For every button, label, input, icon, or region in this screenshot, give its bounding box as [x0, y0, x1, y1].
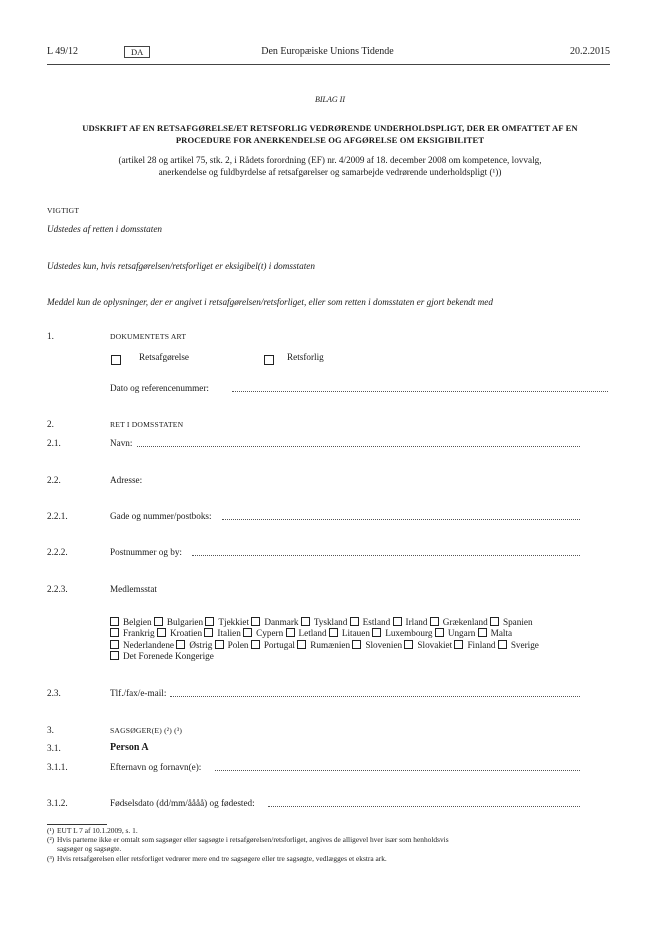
member-state-checkbox[interactable]: [435, 628, 444, 637]
member-state-label: Grækenland: [442, 617, 488, 627]
member-state-checkbox[interactable]: [110, 628, 119, 637]
section-3-number: 3.: [47, 725, 54, 735]
member-state-option-rumænien[interactable]: [297, 640, 350, 650]
date-ref-label: Dato og referencenummer:: [110, 383, 209, 393]
member-state-checkbox[interactable]: [243, 628, 252, 637]
publication-date: 20.2.2015: [570, 46, 610, 57]
member-state-checkbox[interactable]: [372, 628, 381, 637]
member-state-option-tjekkiet[interactable]: [205, 617, 249, 627]
field-2-2-2-label: Postnummer og by:: [110, 547, 182, 557]
option-label-retsafgorelse: Retsafgørelse: [139, 352, 190, 362]
footnote-2-mark: (²): [47, 835, 55, 844]
member-state-option-nederlandene[interactable]: [110, 640, 174, 650]
surname-forename-field[interactable]: [215, 770, 580, 771]
subtitle-line-2: anerkendelse og fuldbyrdelse af retsafgørelser og samarbejde vedrørende underholdspligt (¹)): [158, 167, 502, 177]
page-reference: L 49/12: [47, 46, 79, 57]
footnote-1-mark: (¹): [47, 826, 55, 835]
footnote-2-continuation: sagsøger og sagsøgte.: [57, 843, 122, 853]
member-state-option-det-forenede-kongerige[interactable]: [110, 651, 214, 661]
checkbox-retsforlig[interactable]: [264, 355, 274, 365]
title-line-1: UDSKRIFT AF EN RETSAFGØRELSE/ET RETSFORLIG VEDRØRENDE UNDERHOLDSPLIGT, DER ER OMFATTET AF EN: [82, 123, 578, 133]
member-state-checkbox[interactable]: [154, 617, 163, 626]
member-state-option-spanien[interactable]: [490, 617, 533, 627]
member-state-option-østrig[interactable]: [176, 640, 212, 650]
member-state-checkbox[interactable]: [454, 640, 463, 649]
member-state-checkbox[interactable]: [205, 617, 214, 626]
checkbox-retsafgorelse[interactable]: [111, 355, 121, 365]
member-state-option-irland[interactable]: [393, 617, 428, 627]
member-state-label: Nederlandene: [123, 639, 175, 650]
footnote-1-text: EUT L 7 af 10.1.2009, s. 1.: [57, 826, 138, 835]
member-state-label: Cypern: [256, 628, 284, 639]
field-2-2-3-number: 2.2.3.: [47, 584, 68, 594]
member-state-option-estland[interactable]: [350, 617, 391, 627]
member-state-option-cypern[interactable]: [243, 628, 283, 638]
member-state-checkbox[interactable]: [157, 628, 166, 637]
member-state-option-slovakiet[interactable]: [404, 640, 452, 650]
member-state-label: Italien: [217, 628, 241, 639]
important-note-1: Udstedes af retten i domsstaten: [47, 224, 163, 234]
member-state-checkbox[interactable]: [297, 640, 306, 649]
member-state-label: Det Forenede Kongerige: [123, 650, 214, 661]
member-state-checkbox[interactable]: [251, 640, 260, 649]
member-state-label: Slovenien: [365, 639, 403, 650]
section-1-number: 1.: [47, 331, 54, 341]
person-a-number: 3.1.: [47, 743, 61, 753]
member-state-label: Tyskland: [313, 617, 348, 627]
member-state-option-tyskland[interactable]: [301, 617, 348, 627]
footnote-3-text: Hvis retsafgørelsen eller retsforliget vedrører mere end tre sagsøgere eller tre sagsøgte, vedlægges et ekstra ark.: [57, 854, 387, 863]
field-3-1-1-number: 3.1.1.: [47, 762, 68, 772]
member-state-option-belgien[interactable]: [110, 617, 152, 627]
member-state-checkbox[interactable]: [490, 617, 499, 626]
member-state-option-grækenland[interactable]: [430, 617, 488, 627]
important-note-2: Udstedes kun, hvis retsafgørelsen/retsforliget er eksigibel(t) i domsstaten: [47, 261, 315, 271]
member-state-option-ungarn[interactable]: [435, 628, 476, 638]
field-3-1-2-label: Fødselsdato (dd/mm/åååå) og fødested:: [110, 798, 255, 808]
member-state-checkbox[interactable]: [251, 617, 260, 626]
member-state-option-malta[interactable]: [478, 628, 512, 638]
member-state-label: Letland: [298, 628, 327, 639]
member-state-label: Spanien: [502, 617, 533, 627]
member-state-checkbox[interactable]: [110, 617, 119, 626]
field-2-2-2-number: 2.2.2.: [47, 547, 68, 557]
member-state-option-frankrig[interactable]: [110, 628, 155, 638]
member-state-label: Finland: [467, 639, 496, 650]
field-2-2-number: 2.2.: [47, 475, 61, 485]
member-state-list: [110, 617, 590, 662]
field-2-2-3-label: Medlemsstat: [110, 584, 157, 594]
member-state-option-slovenien[interactable]: [352, 640, 402, 650]
member-state-checkbox[interactable]: [215, 640, 224, 649]
member-state-label: Belgien: [123, 617, 152, 627]
member-state-option-portugal[interactable]: [251, 640, 295, 650]
footnote-2: [47, 836, 587, 853]
section-2-number: 2.: [47, 419, 54, 429]
birth-date-place-field[interactable]: [268, 806, 580, 807]
member-state-option-litauen[interactable]: [329, 628, 370, 638]
journal-title: Den Europæiske Unions Tidende: [261, 46, 394, 57]
member-state-label: Litauen: [341, 628, 370, 639]
field-2-3-label: Tlf./fax/e-mail:: [110, 688, 167, 698]
field-2-2-label: Adresse:: [110, 475, 143, 485]
date-ref-field[interactable]: [232, 391, 608, 392]
field-2-2-1-number: 2.2.1.: [47, 511, 68, 521]
member-state-label: Portugal: [263, 639, 295, 650]
member-state-label: Østrig: [189, 639, 213, 650]
member-state-option-kroatien[interactable]: [157, 628, 202, 638]
contact-field[interactable]: [170, 696, 580, 697]
court-name-field[interactable]: [137, 446, 580, 447]
field-3-1-1-label: Efternavn og fornavn(e):: [110, 762, 202, 772]
member-state-checkbox[interactable]: [393, 617, 402, 626]
section-2-heading: RET I DOMSSTATEN: [110, 420, 184, 429]
member-state-checkbox[interactable]: [110, 640, 119, 649]
member-state-checkbox[interactable]: [404, 640, 413, 649]
member-state-label: Slovakiet: [417, 639, 453, 650]
header-rule: [47, 64, 610, 65]
member-state-option-sverige[interactable]: [498, 640, 539, 650]
language-badge: DA: [124, 46, 150, 58]
footnote-rule: [47, 824, 107, 825]
member-state-label: Bulgarien: [166, 617, 204, 627]
footnote-3: [47, 855, 587, 864]
field-3-1-2-number: 3.1.2.: [47, 798, 68, 808]
field-2-1-label: Navn:: [110, 438, 133, 448]
title-line-2: PROCEDURE FOR ANERKENDELSE OG AFGØRELSE OM EKSIGIBILITET: [175, 135, 485, 145]
member-state-label: Rumænien: [310, 639, 351, 650]
member-state-label: Sverige: [510, 639, 539, 650]
member-state-checkbox[interactable]: [204, 628, 213, 637]
member-state-option-luxembourg[interactable]: [372, 628, 432, 638]
member-state-option-danmark[interactable]: [251, 617, 298, 627]
street-field[interactable]: [222, 519, 580, 520]
member-state-checkbox[interactable]: [498, 640, 507, 649]
member-state-label: Irland: [405, 617, 428, 627]
person-a-heading: Person A: [110, 742, 149, 753]
member-state-checkbox[interactable]: [176, 640, 185, 649]
important-note-3: Meddel kun de oplysninger, der er angivet i retsafgørelsen/retsforliget, eller som retten i domsstaten er gjort bekendt med: [47, 297, 493, 307]
field-2-3-number: 2.3.: [47, 688, 61, 698]
member-state-option-bulgarien[interactable]: [154, 617, 203, 627]
member-state-label: Polen: [227, 639, 249, 650]
postal-city-field[interactable]: [192, 555, 580, 556]
field-2-2-1-label: Gade og nummer/postboks:: [110, 511, 212, 521]
member-state-option-italien[interactable]: [204, 628, 240, 638]
member-state-checkbox[interactable]: [430, 617, 439, 626]
member-state-option-letland[interactable]: [286, 628, 327, 638]
member-state-option-polen[interactable]: [215, 640, 249, 650]
option-label-retsforlig: Retsforlig: [287, 352, 324, 362]
member-state-checkbox[interactable]: [352, 640, 361, 649]
member-state-label: Estland: [362, 617, 391, 627]
member-state-checkbox[interactable]: [329, 628, 338, 637]
member-state-checkbox[interactable]: [350, 617, 359, 626]
important-heading: VIGTIGT: [47, 206, 80, 215]
member-state-checkbox[interactable]: [286, 628, 295, 637]
member-state-label: Danmark: [264, 617, 299, 627]
member-state-label: Ungarn: [447, 628, 476, 639]
field-2-1-number: 2.1.: [47, 438, 61, 448]
member-state-label: Tjekkiet: [218, 617, 250, 627]
footnote-2-text: Hvis parterne ikke er omtalt som sagsøger eller sagsøgte i retsafgørelsen/retsforliget, angives de alligevel hver især som henholdsvis: [57, 835, 449, 844]
member-state-checkbox[interactable]: [301, 617, 310, 626]
annex-label: BILAG II: [315, 95, 345, 104]
section-1-heading: DOKUMENTETS ART: [110, 332, 187, 341]
member-state-checkbox[interactable]: [110, 651, 119, 660]
member-state-label: Frankrig: [123, 628, 155, 639]
subtitle-line-1: (artikel 28 og artikel 75, stk. 2, i Rådets forordning (EF) nr. 4/2009 af 18. december 2008 om kompetence, lovvalg,: [118, 155, 542, 165]
member-state-label: Kroatien: [169, 628, 203, 639]
section-3-heading: SAGSØGER(E) (²) (³): [110, 726, 183, 735]
member-state-label: Malta: [490, 628, 513, 639]
member-state-checkbox[interactable]: [478, 628, 487, 637]
member-state-option-finland[interactable]: [454, 640, 495, 650]
member-state-label: Luxembourg: [385, 628, 433, 639]
footnote-3-mark: (³): [47, 854, 55, 863]
